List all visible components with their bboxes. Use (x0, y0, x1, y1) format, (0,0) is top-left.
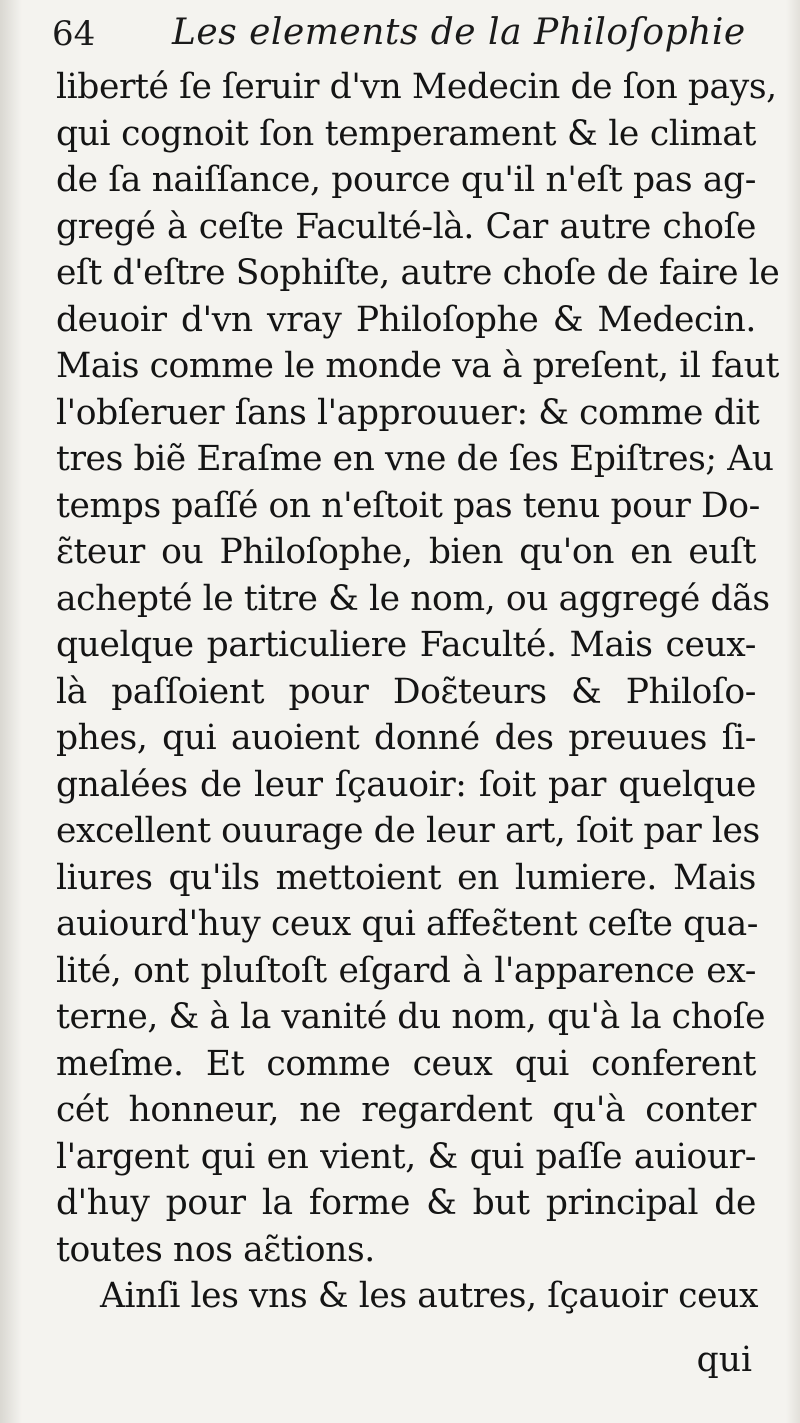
page-edge-shadow-right (786, 0, 800, 1423)
text-line: Mais comme le monde va à preſent, il faut (56, 346, 779, 386)
text-line: l'argent qui en vient, & qui paſſe auiour- (56, 1136, 756, 1177)
catchword: qui (696, 1340, 752, 1380)
text-line: toutes nos aɛ̃tions. (56, 1229, 375, 1270)
page-number: 64 (52, 14, 96, 54)
text-line: eſt d'eſtre Sophiſte, autre choſe de faire le (56, 253, 780, 293)
text-line: de ſa naiſſance, pource qu'il n'eſt pas ag- (56, 160, 756, 200)
text-line: phes, qui auoient donné des preuues ſi- (56, 718, 756, 758)
text-line: excellent ouurage de leur art, ſoit par les (56, 811, 760, 851)
text-line: d'huy pour la forme & but principal de (56, 1183, 756, 1223)
text-line: deuoir d'vn vray Philoſophe & Medecin. (56, 299, 756, 340)
text-line-indented: Ainſi les vns & les autres, ſçauoir ceux (100, 1276, 758, 1316)
page-header (52, 8, 752, 58)
text-line: quelque particuliere Faculté. Mais ceux- (56, 625, 756, 665)
text-line: terne, & à la vanité du nom, qu'à la choſe (56, 997, 766, 1037)
page-edge-shadow-left (0, 0, 22, 1423)
text-line: gregé à ceſte Faculté-là. Car autre choſe (56, 206, 756, 247)
text-line: qui cognoit ſon temperament & le climat (56, 113, 756, 154)
text-line: l'obſeruer ſans l'approuuer: & comme dit (56, 392, 760, 433)
text-line: ɛ̃teur ou Philoſophe, bien qu'on en euſt (56, 532, 756, 572)
text-line: meſme. Et comme ceux qui conferent (56, 1043, 756, 1084)
text-line: achepté le titre & le nom, ou aggregé dãs (56, 578, 770, 619)
text-line: cét honneur, ne regardent qu'à conter (56, 1090, 756, 1130)
text-line: lité, ont pluſtoſt eſgard à l'apparence ex- (56, 950, 756, 991)
text-line: temps paſſé on n'eſtoit pas tenu pour Do- (56, 485, 760, 526)
body-text (56, 64, 780, 1320)
text-line: auiourd'huy ceux qui affeɛ̃tent ceſte qua- (56, 904, 759, 944)
text-line: tres biẽ Eraſme en vne de ſes Epiſtres; Au (56, 439, 774, 479)
text-line: gnalées de leur ſçauoir: ſoit par quelque (56, 764, 756, 805)
running-title: Les elements de la Philoſophie (172, 12, 746, 53)
text-line: là paſſoient pour Doɛ̃teurs & Philoſo- (56, 671, 756, 712)
text-line: liures qu'ils mettoient en lumiere. Mais (56, 857, 756, 898)
text-line: liberté ſe ſeruir d'vn Medecin de ſon pays, (56, 67, 777, 107)
